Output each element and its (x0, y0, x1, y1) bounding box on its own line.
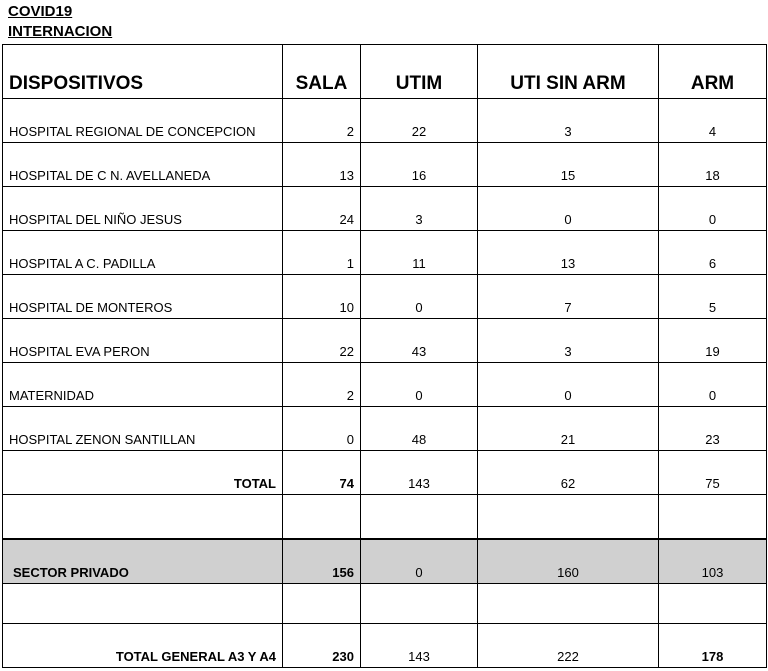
title-covid: COVID19 (8, 3, 73, 20)
row-utim: 48 (361, 407, 478, 451)
row-sala: 2 (283, 99, 361, 143)
row-arm: 4 (659, 99, 767, 143)
total-row (3, 451, 767, 495)
table-row (3, 143, 767, 187)
header-row (3, 45, 767, 99)
table-row (3, 99, 767, 143)
row-name: HOSPITAL DE MONTEROS (3, 275, 283, 319)
row-utim: 22 (361, 99, 478, 143)
row-uti: 15 (478, 143, 659, 187)
col-header-utim: UTIM (361, 45, 478, 99)
row-name: HOSPITAL REGIONAL DE CONCEPCION (3, 99, 283, 143)
row-sala: 22 (283, 319, 361, 363)
spacer-row (3, 584, 767, 624)
total-label: TOTAL (3, 451, 283, 495)
rows-body (3, 99, 767, 451)
row-name: HOSPITAL ZENON SANTILLAN (3, 407, 283, 451)
table-row (3, 407, 767, 451)
privado-sala: 156 (283, 539, 361, 584)
internacion-table (2, 44, 767, 668)
col-header-uti-sin-arm: UTI SIN ARM (478, 45, 659, 99)
row-name: HOSPITAL DEL NIÑO JESUS (3, 187, 283, 231)
row-name: HOSPITAL EVA PERON (3, 319, 283, 363)
row-arm: 23 (659, 407, 767, 451)
row-utim: 16 (361, 143, 478, 187)
total-sala: 74 (283, 451, 361, 495)
general-row (3, 624, 767, 668)
table-row (3, 319, 767, 363)
general-uti: 222 (478, 624, 659, 668)
row-uti: 21 (478, 407, 659, 451)
row-utim: 3 (361, 187, 478, 231)
total-arm: 75 (659, 451, 767, 495)
row-uti: 3 (478, 99, 659, 143)
general-label: TOTAL GENERAL A3 Y A4 (3, 624, 283, 668)
row-uti: 7 (478, 275, 659, 319)
table-row (3, 275, 767, 319)
privado-utim: 0 (361, 539, 478, 584)
general-utim: 143 (361, 624, 478, 668)
row-uti: 3 (478, 319, 659, 363)
col-header-dispositivos: DISPOSITIVOS (3, 45, 283, 99)
privado-row (3, 539, 767, 584)
row-uti: 0 (478, 187, 659, 231)
row-arm: 0 (659, 187, 767, 231)
privado-label: SECTOR PRIVADO (3, 539, 283, 584)
row-arm: 18 (659, 143, 767, 187)
general-arm: 178 (659, 624, 767, 668)
title-block (8, 2, 112, 42)
row-arm: 6 (659, 231, 767, 275)
row-utim: 43 (361, 319, 478, 363)
row-sala: 24 (283, 187, 361, 231)
row-arm: 19 (659, 319, 767, 363)
row-uti: 13 (478, 231, 659, 275)
table-row (3, 231, 767, 275)
row-sala: 13 (283, 143, 361, 187)
row-arm: 0 (659, 363, 767, 407)
privado-arm: 103 (659, 539, 767, 584)
row-name: MATERNIDAD (3, 363, 283, 407)
privado-uti: 160 (478, 539, 659, 584)
row-sala: 0 (283, 407, 361, 451)
total-uti: 62 (478, 451, 659, 495)
row-sala: 10 (283, 275, 361, 319)
title-internacion: INTERNACION (8, 23, 113, 40)
row-name: HOSPITAL A C. PADILLA (3, 231, 283, 275)
col-header-sala: SALA (283, 45, 361, 99)
table-row (3, 187, 767, 231)
row-utim: 11 (361, 231, 478, 275)
row-sala: 1 (283, 231, 361, 275)
general-sala: 230 (283, 624, 361, 668)
row-utim: 0 (361, 275, 478, 319)
total-utim: 143 (361, 451, 478, 495)
col-header-arm: ARM (659, 45, 767, 99)
row-utim: 0 (361, 363, 478, 407)
row-name: HOSPITAL DE C N. AVELLANEDA (3, 143, 283, 187)
row-arm: 5 (659, 275, 767, 319)
table-row (3, 363, 767, 407)
row-sala: 2 (283, 363, 361, 407)
blank-row (3, 495, 767, 540)
row-uti: 0 (478, 363, 659, 407)
